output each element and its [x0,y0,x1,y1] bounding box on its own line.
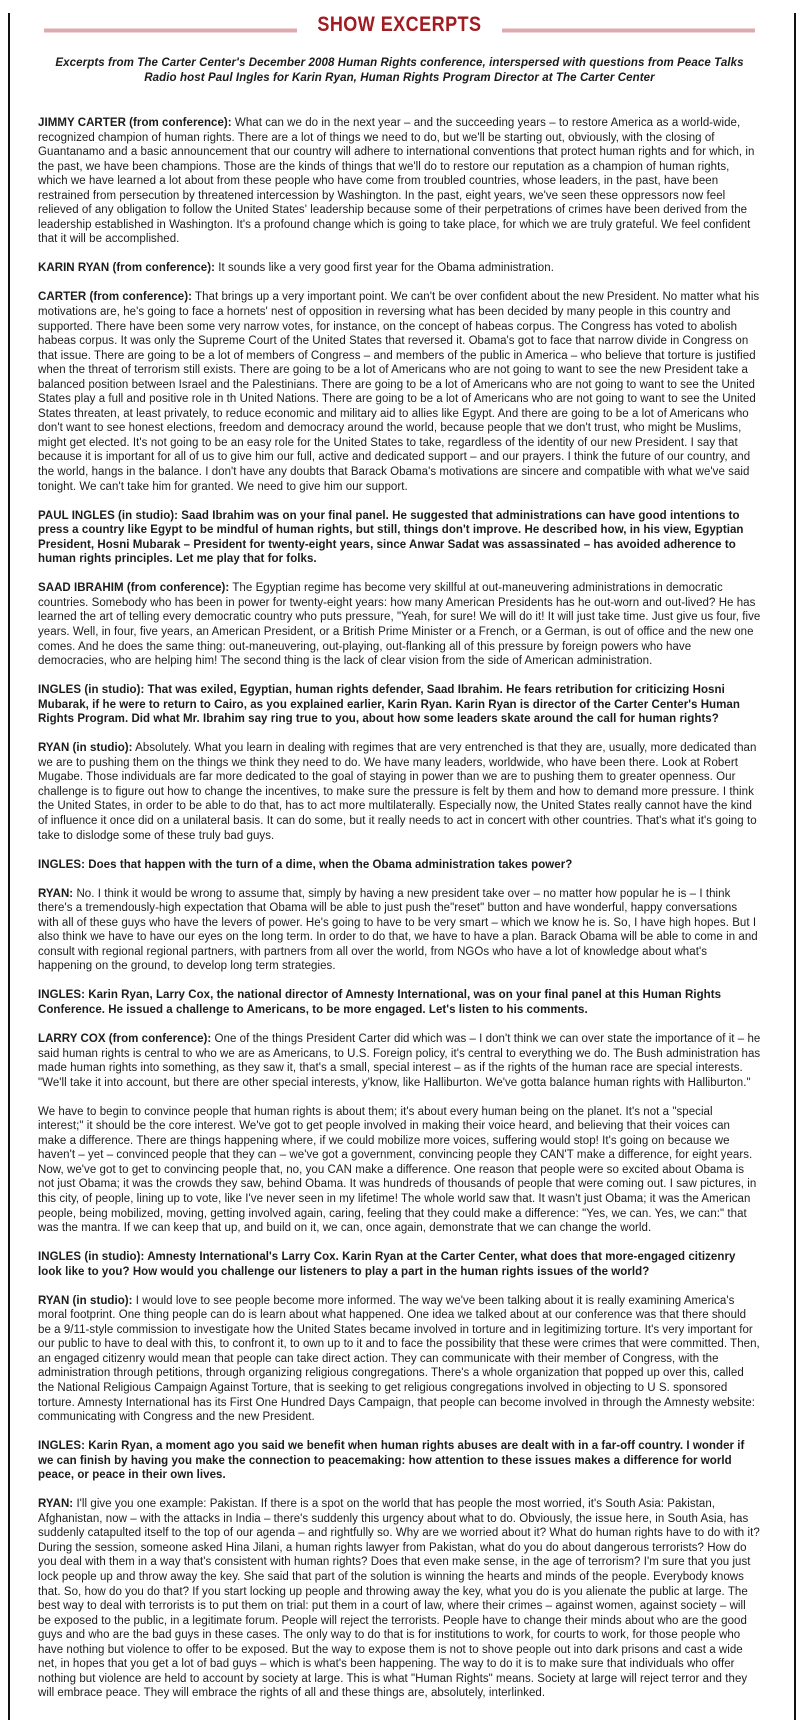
transcript-paragraph [38,1439,761,1483]
paragraph-text: We have to begin to convince people that human rights is about them; it's about every human being on the planet. It's not a "special interest;" it should be the core interest. We've got to get people involved in making their voice heard, and believing that their voices can make a difference. There are things happening where, if we could mobilize more voices, suffering would stop! It's going on because we haven't – yet – convinced people that they can – we've got a government, convincing people they CAN'T make a difference, for eight years. Now, we've got to get to convincing people that, no, you CAN make a difference. One reason that people were so excited about Obama is not just Obama; it was the crowds they saw, behind Obama. It was hundreds of thousands of people that were coming out. I saw pictures, in this city, of people, lining up to vote, like I've never seen in my lifetime! The whole world saw that. It wasn't just Obama; it was the American people, being mobilized, moving, getting involved again, caring, feeling that they could make a difference: "Yes, we can. Yes, we can:" that was the mantra. If we can keep that up, and build on it, we can, once again, demonstrate that we can change the world. [38,1105,757,1235]
speaker-name: INGLES: [38,1440,85,1453]
transcript-paragraph [38,858,761,873]
paragraph-text: The Egyptian regime has become very skillful at out-maneuvering administrations in democratic countries. Somebody who has been in power for twenty-eight years: how many American Presidents has he out-worn and out-lived? He has learned the art of telling every democratic country who puts pressure, "Yeah, for sure! We will do it! It will just take time. Just give us four, five years. Well, in four, five years, an American President, or a British Prime Minister or a French, or a German, is out of office and the new one comes. And he does the same thing: out-maneuvering, out-playing, out-flanking all of this pressure by foreign powers who have democracies, who are helping him! The second thing is the lack of clear vision from the side of American administration. [38,582,761,668]
speaker-name: PAUL INGLES (in studio): [38,509,179,522]
paragraph-text: That brings up a very important point. We can't be over confident about the new President. No matter what his motivations are, he's going to face a hornets' nest of opposition in reversing what has been decided by many people in this country and supported. There have been some very narrow votes, for instance, on the concept of habeas corpus. The Congress has voted to abolish habeas corpus. It was only the Supreme Court of the United States that reversed it. Obama's got to face that narrow divide in Congress on that issue. There are going to be a lot of members of Congress – and members of the public in America – who believe that torture is justified when the threat of terrorism still exists. There are going to be a lot of Americans who are not going to want to see the new President take a balanced position between Israel and the Palestinians. There are going to be a lot of Americans who are not going to want to see the United States play a full and positive role in th United Nations. There are going to be a lot of Americans who are not going to want to see the United States threaten, at least privately, to reduce economic and military aid to allies like Egypt. And there are going to be a lot of Americans who don't want to see honest elections, freedom and democracy around the world, because people that we don't trust, who might be Muslims, might get elected. It's not going to be an easy role for the United States to take, regardless of the identity of our new President. I say that because it is important for all of us to give him our full, active and dedicated support – and our prayers. I think the future of our country, and the world, hangs in the balance. I don't have any doubts that Barack Obama's motivations are sincere and compatible with what we've said tonight. We can't take him for granted. We need to give him our support. [38,291,760,493]
transcript-paragraph [38,1032,761,1090]
paragraph-text: Karin Ryan, a moment ago you said we benefit when human rights abuses are dealt with in a far-off country. I wonder if we can finish by having you make the connection to peacemaking: how attention to these issues makes a difference for world peace, or peace in their own lives. [38,1440,745,1482]
transcript-paragraph [38,261,761,276]
paragraph-text: Karin Ryan, Larry Cox, the national director of Amnesty International, was on your final panel at this Human Rights Conference. He issued a challenge to Americans, to be more engaged. Let's listen to his comments. [38,989,722,1016]
paragraph-text: No. I think it would be wrong to assume that, simply by having a new president take over – no matter how popular he is – I think there's a tremendously-high expectation that Obama will be able to just push the"reset" button and have wonderful, happy conversations with all of these guys who have the levers of power. He's going to have to be very smart – which we know he is. So, I have high hopes. But I also think we have to have our eyes on the long term. In order to do that, we have to have a plan. Barack Obama will be able to come in and consult with regional regional partners, with partners from all over the world, from NGOs who have a lot of knowledge about what's happening on the ground, to develop long term strategies. [38,887,758,973]
title-rule-right [502,29,755,32]
speaker-name: INGLES: [38,989,85,1002]
transcript [38,116,761,1701]
transcript-paragraph [38,988,761,1017]
speaker-name: JIMMY CARTER (from conference): [38,117,232,129]
transcript-paragraph [38,116,761,247]
paragraph-text: It sounds like a very good first year for the Obama administration. [218,262,554,275]
transcript-paragraph [38,887,761,974]
speaker-name: INGLES (in studio): [38,1251,145,1264]
paragraph-text: What can we do in the next year – and the succeeding years – to restore America as a world-wide, recognized champion of human rights. There are a lot of things we need to do, but we'll be starting out, obviously, with the closing of Guantanamo and a basic announcement that our country will adhere to international conventions that protect human rights and for which, in the past, we have been champions. Those are the kinds of things that we'll do to restore our reputation as a champion of human rights, which we have learned a lot about from these people who have come from troubled countries, whose leaders, in the past, have been restrained from persecution by threatened intercession by Washington. In the past, eight years, we've seen these oppressors now feel relieved of any obligation to follow the United States' leadership because some of their perpetrations of crimes have been derived from the leadership established in Washington. It's a profound change which is going to take place, for which we are truly grateful. We feel confident that it will be accomplished. [38,117,755,246]
transcript-paragraph [38,1105,761,1236]
speaker-name: RYAN: [38,887,74,900]
intro-text: Excerpts from The Carter Center's December 2008 Human Rights conference, interspersed with questions from Peace Talks Radio host Paul Ingles for Karin Ryan, Human Rights Program Director at The Carter Center [55,57,744,84]
transcript-paragraph [38,1250,761,1279]
speaker-name: INGLES (in studio): [38,684,145,697]
paragraph-text: Does that happen with the turn of a dime, when the Obama administration takes power? [88,858,573,871]
transcript-paragraph [38,741,761,843]
speaker-name: LARRY COX (from conference): [38,1032,212,1045]
page-edge-left-line [8,13,10,1720]
speaker-name: KARIN RYAN (from conference): [38,262,215,275]
speaker-name: RYAN: [38,1498,74,1511]
speaker-name: SAAD IBRAHIM (from conference): [38,582,230,595]
page-edge-right-line [794,13,796,1720]
speaker-name: RYAN (in studio): [38,1294,133,1307]
paragraph-text: Saad Ibrahim was on your final panel. He suggested that administrations can have good intentions to press a country like Egypt to be mindful of human rights, but still, things don't improve. He described how, in his view, Egyptian President, Hosni Mubarak – President for twenty-eight years, since Anwar Sadat was assassinated – has avoided adherence to human rights principles. Let me play that for folks. [38,509,744,566]
transcript-paragraph [38,509,761,567]
transcript-paragraph [38,683,761,727]
title-rule-left [44,29,297,32]
speaker-name: CARTER (from conference): [38,291,192,304]
paragraph-text: I'll give you one example: Pakistan. If there is a spot on the world that has people the most worried, it's South Asia: Pakistan, Afghanistan, now – with the attacks in India – there's suddenly this urgency about what to do. Obviously, the issue here, in South Asia, has suddenly catapulted itself to the top of our agenda – and rightfully so. Why are we worried about it? What do human rights have to do with it? During the session, someone asked Hina Jilani, a human rights lawyer from Pakistan, what do you do about dangerous terrorists? How do you deal with them in a way that's consistent with human rights? Does that even make sense, in the age of terrorism? I'm sure that you just lock people up and throw away the key. She said that part of the solution is winning the hearts and minds of the people. Everybody knows that. So, how do you do that? If you start locking up people and throwing away the key, what you do is you alienate the public at large. The best way to deal with terrorists is to put them on trial: put them in a court of law, where their crimes – against women, against society – will be exposed to the public, in a legitimate forum. People will reject the terrorists. People have to change their minds about who are the good guys and who are the bad guys in these cases. The only way to do that is for institutions to work, for courts to work, for those people who have nothing but violence to offer to be exposed. But the way to expose them is not to shove people out into dark prisons and cast a wide net, in hopes that you get a lot of bad guys – which is what's been happening. The way to do it is to make sure that individuals who offer nothing but violence are held to account by society at large. This is what "Human Rights" means. Society at large will reject terror and they will embrace peace. They will embrace the rights of all and these things are, absolutely, interlinked. [38,1498,760,1700]
speaker-name: RYAN (in studio): [38,742,133,755]
transcript-paragraph [38,1497,761,1701]
paragraph-text: One of the things President Carter did which was – I don't think we can over state the importance of it – he said human rights is central to who we are as Americans, to U.S. Foreign policy, it's central to everything we do. The Bush administration has made human rights into something, as they saw it, that's a small, special interest – as if the rights of the human race are special interests. "We'll take it into account, but there are other special interests, y'know, like Halliburton. We've gotta balance human rights with Halliburton." [38,1032,761,1089]
transcript-paragraph [38,1294,761,1425]
transcript-paragraph [38,581,761,668]
paragraph-text: Amnesty International's Larry Cox. Karin Ryan at the Carter Center, what does that more-engaged citizenry look like to you? How would you challenge our listeners to play a part in the human rights issues of the world? [38,1251,736,1278]
document-page [0,13,799,1720]
speaker-name: INGLES: [38,858,85,871]
paragraph-text: I would love to see people become more informed. The way we've been talking about it is really examining America's moral footprint. One thing people can do is learn about what happened. One idea we talked about at our conference was that there should be a 9/11-style commission to investigate how the United States became involved in torture and in legitimizing torture. It's very important for our public to have to deal with this, to confront it, to own up to it and to face the possibility that these were crimes that were committed. Then, an engaged citizenry would mean that people can take direct action. They can communicate with their member of Congress, with the administration through petitions, through organizing religious congregations. There's a whole organization that popped up over this, called the National Religious Campaign Against Torture, that is seeking to get religious congregations involved in objecting to U S. sponsored torture. Amnesty International has its First One Hundred Days Campaign, that people can become involved in through the Amnesty website: communicating with Congress and the new President. [38,1294,760,1424]
page-title: SHOW EXCERPTS [317,13,482,36]
header [44,13,755,37]
paragraph-text: That was exiled, Egyptian, human rights defender, Saad Ibrahim. He fears retribution for criticizing Hosni Mubarak, if he were to return to Cairo, as you explained earlier, Karin Ryan. Karin Ryan is director of the Carter Center's Human Rights Program. Did what Mr. Ibrahim say ring true to you, about how some leaders skate around the call for human rights? [38,684,740,726]
transcript-paragraph [38,290,761,494]
paragraph-text: Absolutely. What you learn in dealing with regimes that are very entrenched is that they are, usually, more dedicated than we are to pushing them on the things we think they need to do. We have many leaders, worldwide, who have been there. Look at Robert Mugabe. Those individuals are far more dedicated to the goal of staying in power than we are to pushing them to greater openness. Our challenge is to figure out how to change the incentives, to make sure the pressure is felt by them and how to demand more pressure. I think the United States, in order to be able to do that, has to act more multilaterally. Especially now, the United States really cannot have the kind of influence it once did on a unilateral basis. It can do some, but it really needs to act in concert with other countries. That's what it's going to take to dislodge some of these truly bad guys. [38,742,757,842]
